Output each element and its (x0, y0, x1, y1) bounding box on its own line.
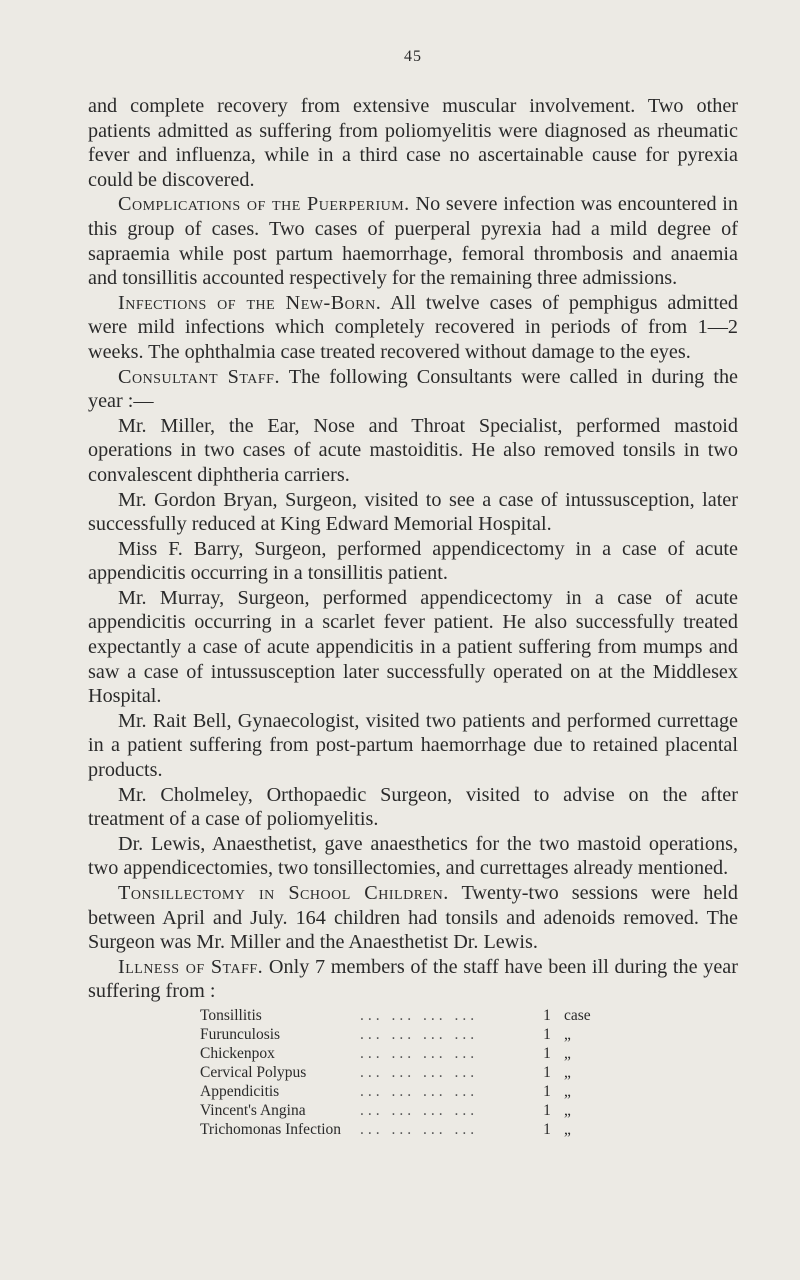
consultant-entry-barry: Miss F. Barry, Surgeon, performed appendicectomy in a case of acute appendicitis occurring in a tonsillitis patient. (88, 537, 738, 585)
consultant-entry-miller: Mr. Miller, the Ear, Nose and Throat Specialist, performed mastoid operations in two cases of acute mastoiditis. He also removed tonsils in two convalescent diphtheria carriers. (88, 414, 738, 486)
case-unit: „ (564, 1044, 571, 1062)
consultant-text: The following Consultants were called in during the year :— (88, 365, 738, 413)
case-count: 1 (543, 1044, 551, 1062)
tonsillectomy-text: Twenty-two sessions were held between April and July. 164 children had tonsils and adenoids removed. The Surgeon was Mr. Miller and the Anaesthetist Dr. Lewis. (88, 882, 738, 954)
leader-dots: ... ... ... ... (360, 1044, 479, 1062)
newborn-heading: Infections of the New-Born. (118, 291, 382, 314)
case-count: 1 (543, 1063, 551, 1081)
intro-paragraph: and complete recovery from extensive muscular involvement. Two other patients admitted as suffering from poliomyelitis were diagnosed as rheumatic fever and influenza, while in a third case no ascertainable cause for pyrexia could be discovered. (88, 95, 738, 191)
illness-table (200, 1006, 591, 1139)
illness-text: Only 7 members of the staff have been ill during the year suffering from : (88, 955, 738, 1003)
condition-name: Tonsillitis (200, 1006, 262, 1024)
case-count: 1 (543, 1120, 551, 1138)
case-count: 1 (543, 1101, 551, 1119)
case-unit: „ (564, 1082, 571, 1100)
consultant-entry-lewis: Dr. Lewis, Anaesthetist, gave anaesthetics for the two mastoid operations, two appendicectomies, two tonsillectomies, and currettages already mentioned. (88, 832, 738, 880)
puerperium-text: No severe infection was encountered in this group of cases. Two cases of puerperal pyrexia had a mild degree of sapraemia while post partum haemorrhage, femoral thrombosis and anaemia and tonsillitis accounted respectively for the remaining three admissions. (88, 193, 739, 290)
case-unit: „ (564, 1025, 571, 1043)
leader-dots: ... ... ... ... (360, 1006, 479, 1024)
condition-name: Cervical Polypus (200, 1063, 307, 1081)
table-row (200, 1101, 591, 1120)
table-row (200, 1063, 591, 1082)
consultant-entry-cholmeley: Mr. Cholmeley, Orthopaedic Surgeon, visited to advise on the after treatment of a case of poliomyelitis. (88, 783, 738, 831)
case-unit: „ (564, 1120, 571, 1138)
condition-name: Chickenpox (200, 1044, 275, 1062)
leader-dots: ... ... ... ... (360, 1025, 479, 1043)
illness-heading: Illness of Staff. (118, 955, 264, 978)
table-row (200, 1120, 591, 1139)
condition-name: Vincent's Angina (200, 1101, 306, 1119)
leader-dots: ... ... ... ... (360, 1082, 479, 1100)
consultant-paragraph (88, 365, 738, 414)
consultant-entry-murray: Mr. Murray, Surgeon, performed appendicectomy in a case of acute appendicitis occurring in a scarlet fever patient. He also successfully treated expectantly a case of acute appendicitis in a patient suffering from mumps and saw a case of intussusception later successfully operated on at the Middlesex Hospital. (88, 586, 738, 708)
newborn-text: All twelve cases of pemphigus admitted were mild infections which completely recovered in periods of from 1—2 weeks. The ophthalmia case treated recovered without damage to the eyes. (88, 291, 739, 363)
condition-name: Appendicitis (200, 1082, 280, 1100)
leader-dots: ... ... ... ... (360, 1101, 479, 1119)
tonsillectomy-heading: Tonsillectomy in School Children. (118, 882, 449, 904)
case-unit: case (564, 1006, 591, 1024)
condition-name: Trichomonas Infection (200, 1120, 342, 1138)
leader-dots: ... ... ... ... (360, 1120, 479, 1138)
case-count: 1 (543, 1082, 551, 1100)
consultant-heading: Consultant Staff. (118, 365, 281, 388)
case-unit: „ (564, 1063, 571, 1081)
consultant-entry-rait-bell: Mr. Rait Bell, Gynaecologist, visited two patients and performed currettage in a patient suffering from post-partum haemorrhage due to retained placental products. (88, 709, 738, 782)
illness-paragraph (88, 955, 738, 1004)
case-count: 1 (543, 1025, 551, 1043)
condition-name: Furunculosis (200, 1025, 281, 1043)
table-row (200, 1044, 591, 1063)
case-unit: „ (564, 1101, 571, 1119)
puerperium-paragraph (88, 192, 738, 290)
table-row (200, 1025, 591, 1044)
tonsillectomy-paragraph (88, 881, 738, 955)
puerperium-heading: Complications of the Puerperium. (118, 193, 410, 216)
case-count: 1 (543, 1006, 551, 1024)
table-row (200, 1082, 591, 1101)
leader-dots: ... ... ... ... (360, 1063, 479, 1081)
page-number: 45 (404, 48, 422, 65)
newborn-paragraph (88, 291, 738, 365)
consultant-entry-bryan: Mr. Gordon Bryan, Surgeon, visited to see a case of intussusception, later successfully reduced at King Edward Memorial Hospital. (88, 488, 738, 536)
table-row (200, 1006, 591, 1025)
